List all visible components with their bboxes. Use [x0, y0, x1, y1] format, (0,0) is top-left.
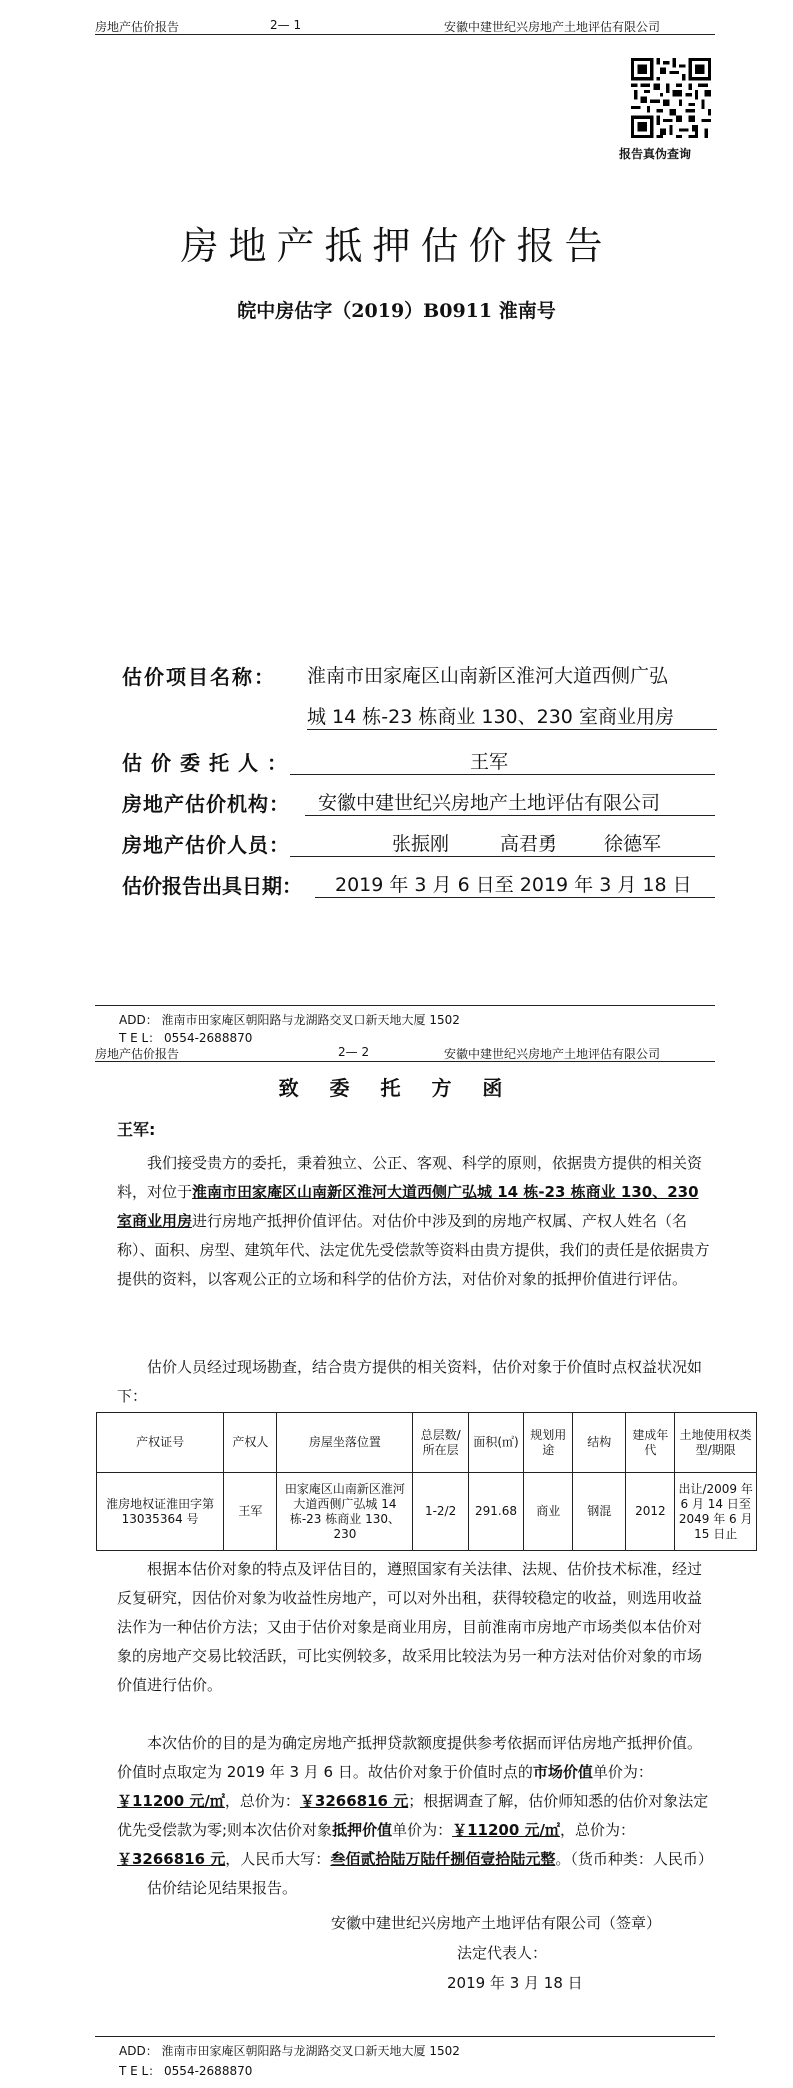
report-date-value: 2019 年 3 月 6 日至 2019 年 3 月 18 日	[335, 874, 692, 896]
para4-text: 单价为：	[392, 1821, 453, 1839]
appraiser-2: 高君勇	[500, 833, 558, 855]
project-name-underline	[307, 729, 717, 730]
table-row	[97, 1473, 757, 1551]
salutation: 王军:	[117, 1120, 156, 1139]
appraisers-underline	[290, 856, 715, 857]
org-underline	[305, 815, 715, 816]
report-title: 房地产抵押估价报告	[180, 224, 613, 268]
para4-text: 本次估价的目的是为确定房地产抵押贷款额度提供参考依据而评估房地产抵押价值。价值时点取定为 2019 年 3 月 6 日。故估价对象于价值时点的	[117, 1734, 703, 1781]
table-cell: 田家庵区山南新区淮河大道西侧广弘城 14 栋-23 栋商业 130、230	[277, 1473, 413, 1551]
para4-text: ；根据调查了解，估价师知悉的估价对象法定优先受偿款为零;则本次估价对象	[117, 1792, 709, 1839]
para4-text: 单价为：	[592, 1763, 653, 1781]
table-header-cell: 土地使用权类型/期限	[675, 1413, 757, 1473]
table-cell: 2012	[626, 1473, 675, 1551]
para2-text: 估价人员经过现场勘查，结合贵方提供的相关资料，估价对象于价值时点权益状况如下：	[117, 1358, 703, 1405]
paragraph-intro	[117, 1149, 714, 1294]
paragraph-survey	[117, 1353, 714, 1411]
letter-title: 致 委 托 方 函	[278, 1076, 515, 1100]
header-divider	[95, 34, 715, 35]
footer-address: ADD： 淮南市田家庵区朝阳路与龙湖路交叉口新天地大厦 1502	[119, 2044, 460, 2058]
client-underline	[290, 774, 715, 775]
report-number: 皖中房估字（2019）B0911 淮南号	[237, 300, 556, 322]
para4-text: ，总价为：	[224, 1792, 300, 1810]
para3-text: 根据本估价对象的特点及评估目的，遵照国家有关法律、法规、估价技术标准，经过反复研究，因估价对象为收益性房地产，可以对外出租，获得较稳定的收益，则选用收益法作为一种估价方法；又由于估价对象是商业用房，目前淮南市房地产市场类似本估价对象的房地产交易比较活跃，可比实例较多，故采用比较法为另一种方法对估价对象的市场价值进行估价。	[117, 1560, 703, 1694]
amount-in-words: 叁佰贰拾陆万陆仟捌佰壹拾陆元整	[330, 1850, 556, 1868]
market-total-price: ￥3266816 元	[299, 1792, 409, 1810]
signature-date: 2019 年 3 月 18 日	[447, 1974, 583, 1992]
project-name-label: 估价项目名称：	[122, 665, 276, 689]
appraiser-3: 徐德军	[604, 833, 662, 855]
footer-divider	[95, 1005, 715, 1006]
table-cell: 出让/2009 年 6 月 14 日至 2049 年 6 月 15 日止	[675, 1473, 757, 1551]
table-header-cell: 结构	[573, 1413, 626, 1473]
footer-divider	[95, 2036, 715, 2037]
table-header-cell: 产权人	[224, 1413, 277, 1473]
mortgage-total-price: ￥3266816 元	[117, 1850, 226, 1868]
footer-address: ADD： 淮南市田家庵区朝阳路与龙湖路交叉口新天地大厦 1502	[119, 1013, 460, 1027]
footer-telephone: T E L： 0554-2688870	[119, 1031, 253, 1045]
table-cell: 1-2/2	[413, 1473, 468, 1551]
paragraph-methodology	[117, 1555, 714, 1700]
org-label: 房地产估价机构：	[122, 792, 290, 816]
table-cell: 王军	[224, 1473, 277, 1551]
table-cell: 淮房地权证淮田字第 13035364 号	[97, 1473, 224, 1551]
header-left: 房地产估价报告	[95, 20, 180, 34]
client-value: 王军	[470, 751, 509, 773]
table-cell: 钢混	[573, 1473, 626, 1551]
org-value: 安徽中建世纪兴房地产土地评估有限公司	[318, 792, 661, 814]
appraisers-label: 房地产估价人员：	[122, 833, 290, 857]
table-header-cell: 建成年代	[626, 1413, 675, 1473]
para4-text: ，总价为：	[559, 1821, 635, 1839]
paragraph-valuation-result	[117, 1729, 714, 1874]
header-right: 安徽中建世纪兴房地产土地评估有限公司	[444, 1047, 661, 1061]
report-date-label: 估价报告出具日期：	[122, 874, 302, 898]
para5-text: 估价结论见结果报告。	[147, 1879, 298, 1897]
paragraph-conclusion	[117, 1874, 714, 1903]
appraiser-1: 张振刚	[392, 833, 450, 855]
property-location-highlight: 淮南市田家庵区山南新区淮河大道西侧广弘城 14 栋-23 栋商业 130、230 室商业用房	[117, 1183, 699, 1230]
signature-company: 安徽中建世纪兴房地产土地评估有限公司（签章）	[331, 1914, 662, 1932]
mortgage-value-label: 抵押价值	[332, 1821, 393, 1839]
table-header-cell: 产权证号	[97, 1413, 224, 1473]
client-label: 估价委托人：	[122, 751, 296, 775]
table-header-cell: 房屋坐落位置	[277, 1413, 413, 1473]
header-right: 安徽中建世纪兴房地产土地评估有限公司	[444, 20, 661, 34]
para1-text-a: 我们接受贵方的委托，秉着独立、公正、客观、科学的原则，依据贵方提供的相关资料，对位于	[117, 1154, 703, 1201]
report-date-underline	[315, 897, 715, 898]
qr-caption: 报告真伪查询	[619, 147, 692, 161]
table-cell: 291.68	[468, 1473, 523, 1551]
project-name-line2: 城 14 栋-23 栋商业 130、230 室商业用房	[307, 706, 674, 728]
footer-telephone: T E L： 0554-2688870	[119, 2064, 253, 2078]
table-header-cell: 规划用途	[524, 1413, 573, 1473]
project-name-line1: 淮南市田家庵区山南新区淮河大道西侧广弘	[307, 665, 669, 687]
para4-text: 。（货币种类：人民币）	[555, 1850, 713, 1868]
table-header-cell: 面积(㎡)	[468, 1413, 523, 1473]
header-left: 房地产估价报告	[95, 1047, 180, 1061]
market-unit-price: ￥11200 元/㎡	[117, 1792, 225, 1810]
table-cell: 商业	[524, 1473, 573, 1551]
para1-text-c: 进行房地产抵押价值评估。对估价中涉及到的房地产权属、产权人姓名（名称）、面积、房型、建筑年代、法定优先受偿款等资料由贵方提供，我们的责任是依据贵方提供的资料，以客观公正的立场和科学的估价方法，对估价对象的抵押价值进行评估。	[117, 1212, 710, 1288]
header-page-number: 2— 2	[338, 1045, 370, 1059]
table-header-row	[97, 1413, 757, 1473]
header-divider	[95, 1061, 715, 1062]
property-rights-table	[96, 1412, 757, 1551]
qr-code-icon	[631, 58, 711, 138]
para4-text: ，人民币大写：	[225, 1850, 331, 1868]
table-header-cell: 总层数/所在层	[413, 1413, 468, 1473]
header-page-number: 2— 1	[270, 18, 302, 32]
market-value-label: 市场价值	[532, 1763, 593, 1781]
mortgage-unit-price: ￥11200 元/㎡	[452, 1821, 560, 1839]
legal-representative-label: 法定代表人：	[457, 1944, 548, 1962]
